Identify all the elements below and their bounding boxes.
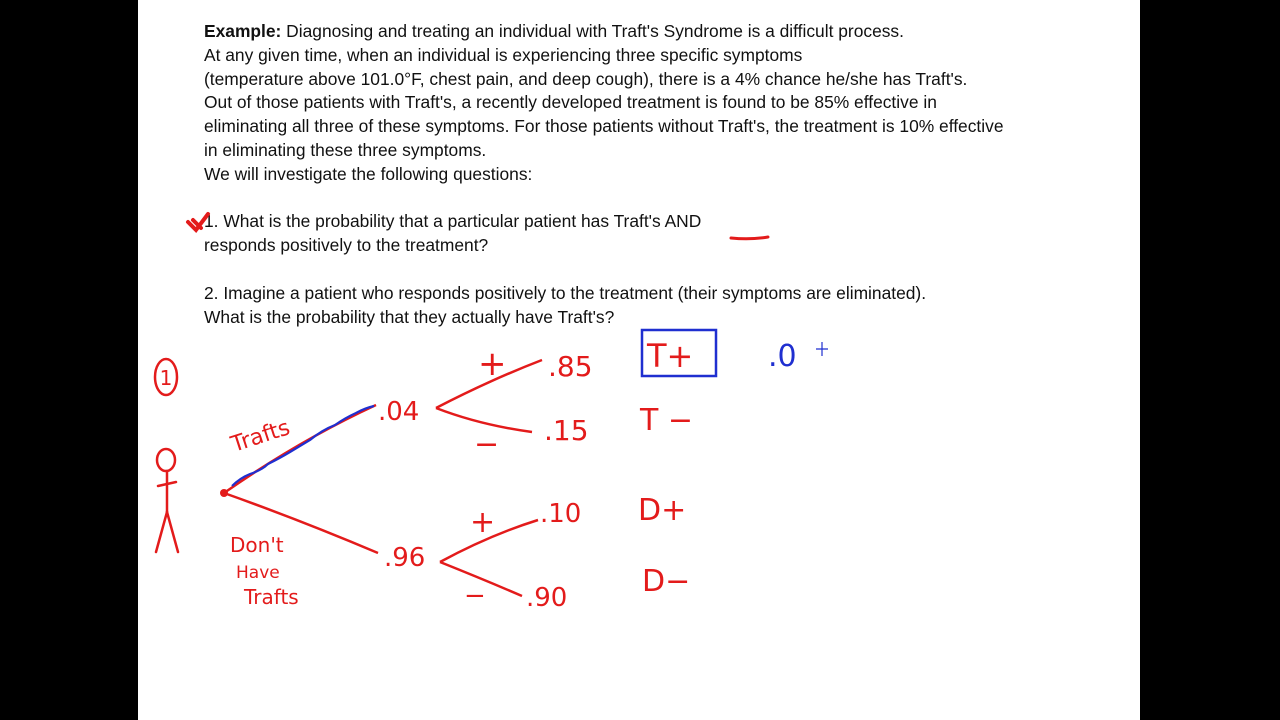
question-2-line-2: What is the probability that they actually have Traft's?: [204, 306, 615, 327]
sign-plus-t: +: [478, 344, 507, 384]
outcome-dn: D−: [642, 564, 691, 599]
partial-answer: .0: [768, 339, 797, 374]
example-heading: Example:: [204, 21, 282, 41]
label-dont-line-2: Have: [236, 563, 280, 583]
circled-number: 1: [159, 366, 173, 390]
sign-plus-d: +: [470, 505, 496, 540]
question-1-text: What is the probability that a particular patient has Traft's: [218, 211, 665, 232]
outcome-tn: T −: [640, 403, 693, 438]
sign-minus-d: −: [464, 581, 486, 611]
prob-pos-given-t: .85: [548, 350, 593, 383]
example-line-2: At any given time, when an individual is experiencing three specific symptoms: [204, 44, 803, 65]
label-trafts: Trafts: [228, 415, 294, 458]
pen-cursor-icon: [816, 342, 828, 356]
prob-neg-given-t: .15: [544, 414, 589, 447]
label-dont-line-3: Trafts: [244, 585, 299, 609]
sign-minus-t: −: [474, 427, 500, 462]
outcome-dp: D+: [638, 493, 687, 528]
stick-figure-icon: [156, 449, 178, 552]
label-dont-line-1: Don't: [230, 533, 284, 557]
question-1-line-2: responds positively to the treatment?: [204, 235, 489, 256]
checkmark-icon: [188, 214, 208, 230]
question-1-and: AND: [664, 211, 702, 232]
example-sentence-1: Diagnosing and treating an individual with Traft's Syndrome is a difficult process.: [286, 21, 904, 41]
example-line-7: We will investigate the following questions:: [204, 163, 533, 184]
example-line-4: Out of those patients with Traft's, a recently developed treatment is found to be 85% effective in: [204, 92, 937, 113]
outcome-tp: T+: [647, 337, 694, 375]
prob-trafts: .04: [378, 397, 420, 427]
prob-pos-given-d: .10: [540, 499, 582, 529]
question-2-line-1: 2. Imagine a patient who responds positively to the treatment (their symptoms are eliminated).: [204, 282, 927, 303]
question-1-number: 1.: [204, 211, 219, 232]
and-underline: [731, 237, 768, 239]
prob-neg-given-d: .90: [526, 583, 568, 613]
example-line-5: eliminating all three of these symptoms. For those patients without Traft's, the treatment is 10% effective: [204, 116, 1004, 137]
prob-dont: .96: [384, 543, 426, 573]
example-line-3: (temperature above 101.0°F, chest pain, and deep cough), there is a 4% chance he/she has Traft's.: [204, 68, 968, 89]
example-line-6: in eliminating these three symptoms.: [204, 139, 487, 160]
